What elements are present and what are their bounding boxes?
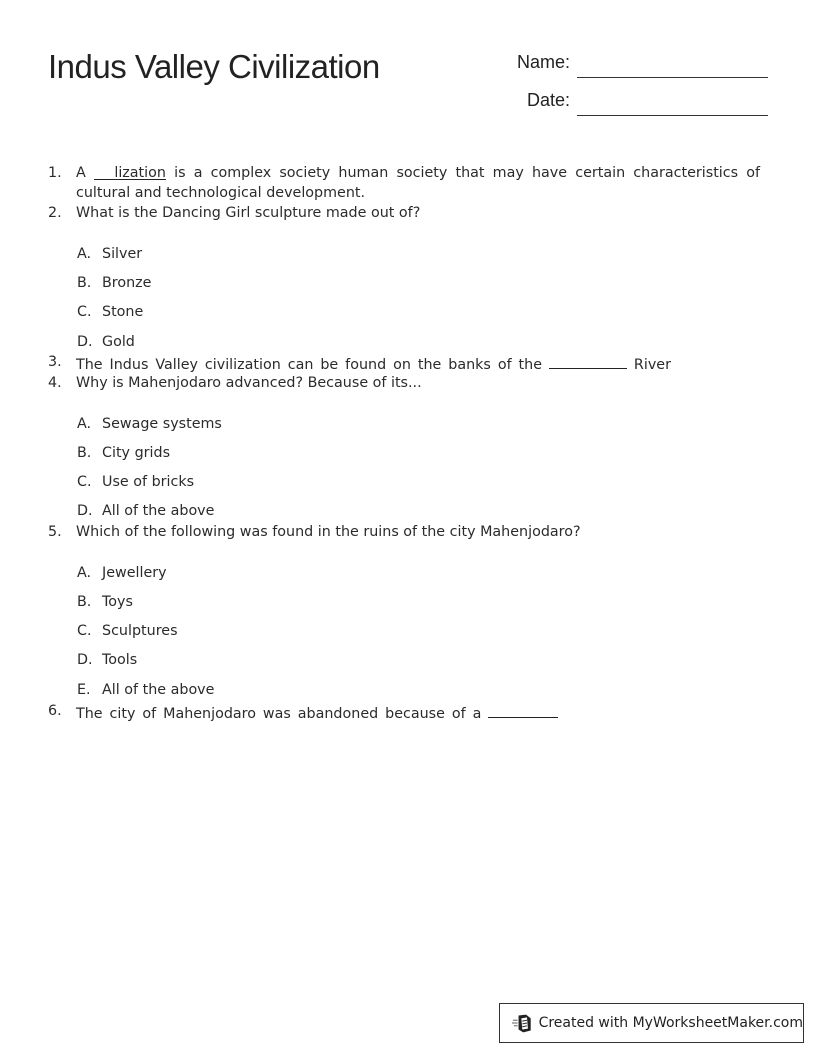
option-letter: D.	[77, 503, 93, 519]
option-text: Toys	[102, 594, 133, 610]
name-input-line[interactable]	[577, 77, 768, 78]
option-letter: A.	[77, 565, 92, 581]
footer-text: Created with MyWorksheetMaker.com	[538, 1015, 803, 1031]
worksheet-logo-icon	[512, 1012, 533, 1034]
question-text	[76, 701, 760, 724]
question-body: The Indus Valley civilization can be found on the banks of the	[76, 357, 543, 373]
question-prefix: A	[76, 165, 86, 181]
date-field	[480, 90, 570, 114]
worksheet-title: Indus Valley Civilization	[48, 48, 380, 85]
fill-in-blank[interactable]	[549, 352, 627, 369]
option-letter: B.	[77, 275, 92, 291]
option-text: Jewellery	[102, 565, 167, 581]
question-text: Which of the following was found in the ruins of the city Mahenjodaro?	[76, 524, 581, 540]
question-number: 4.	[48, 375, 62, 391]
question-text	[76, 163, 760, 203]
option-text: Sewage systems	[102, 416, 222, 432]
question-number: 5.	[48, 524, 62, 540]
option-text: City grids	[102, 445, 171, 461]
option-letter: D.	[77, 334, 93, 350]
option-letter: C.	[77, 623, 92, 639]
date-input-line[interactable]	[577, 115, 768, 116]
option-text: Stone	[102, 304, 144, 320]
option-text: Tools	[102, 652, 138, 668]
option-letter: C.	[77, 304, 92, 320]
option-letter: A.	[77, 416, 92, 432]
name-field	[480, 52, 570, 76]
option-text: Gold	[102, 334, 135, 350]
option-letter: B.	[77, 594, 92, 610]
option-text: All of the above	[102, 503, 215, 519]
name-label: Name:	[516, 52, 570, 72]
date-label: Date:	[526, 90, 570, 110]
question-number: 3.	[48, 354, 62, 370]
question-number: 6.	[48, 703, 62, 719]
option-letter: E.	[77, 682, 91, 698]
option-text: Sculptures	[102, 623, 178, 639]
option-text: Use of bricks	[102, 474, 195, 490]
question-text	[76, 352, 760, 375]
option-letter: D.	[77, 652, 93, 668]
question-body: The city of Mahenjodaro was abandoned because of a	[76, 706, 482, 722]
question-number: 2.	[48, 205, 62, 221]
question-number: 1.	[48, 165, 62, 181]
option-letter: A.	[77, 246, 92, 262]
option-text: Bronze	[102, 275, 152, 291]
question-body: is a complex society human society that may have certain characteristics of cultural and technological development.	[76, 165, 761, 201]
question-text: What is the Dancing Girl sculpture made out of?	[76, 205, 421, 221]
fill-in-blank[interactable]	[94, 163, 166, 180]
option-letter: B.	[77, 445, 92, 461]
option-text: All of the above	[102, 682, 215, 698]
option-text: Silver	[102, 246, 143, 262]
blank-fill-text: lization	[114, 165, 166, 181]
question-text: Why is Mahenjodaro advanced? Because of its...	[76, 375, 422, 391]
option-letter: C.	[77, 474, 92, 490]
footer-badge[interactable]	[499, 1003, 804, 1043]
fill-in-blank[interactable]	[488, 701, 558, 718]
question-suffix: River	[633, 357, 671, 373]
